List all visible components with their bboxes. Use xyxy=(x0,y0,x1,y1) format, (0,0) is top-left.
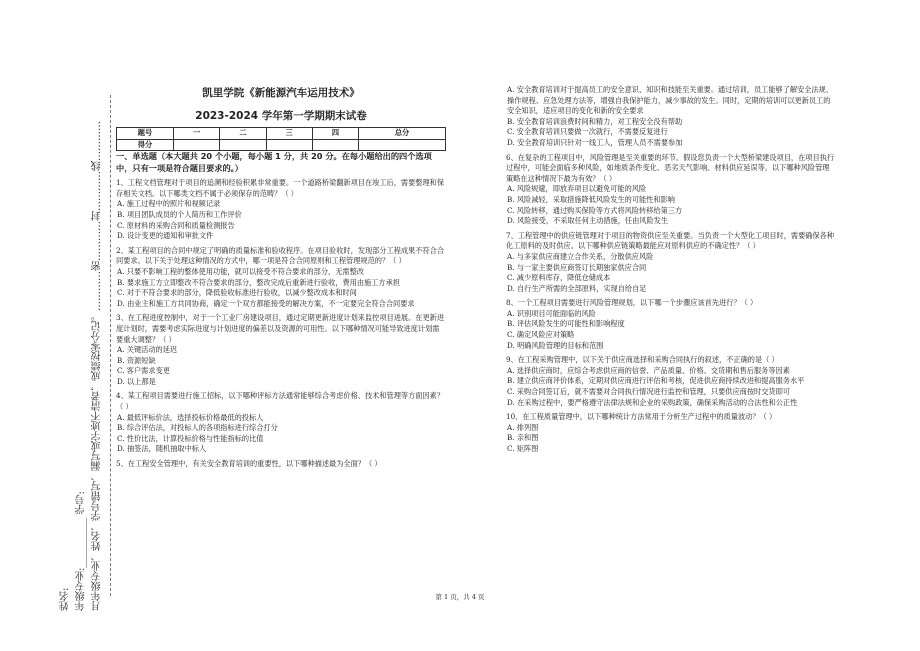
question xyxy=(506,231,834,295)
score-cell: 一 xyxy=(174,128,220,140)
question xyxy=(116,391,446,455)
answer-option: B. 资源短缺 xyxy=(117,355,156,365)
score-cell: 四 xyxy=(312,128,358,140)
answer-option: D. 以上都是 xyxy=(117,376,156,386)
score-cell xyxy=(359,139,446,151)
answer-option: B. 风险减轻，采取措施降低风险发生的可能性和影响 xyxy=(507,194,675,204)
answer-option: D. 抽签法，随机抽取中标人 xyxy=(117,444,207,454)
question xyxy=(116,459,446,470)
answer-option: D. 风险接受，不采取任何主动措施，任由风险发生 xyxy=(507,216,669,226)
question-stem: 2、某工程项目的合同中规定了明确的质量标准和验收程序。在项目验收时，发现部分工程成果不符合合同要求。以下关于处理这种情况的方式中，哪一项是符合合同原则和工程管理规范的？（ ） xyxy=(116,245,445,266)
page-number: 第 1 页，共 4 页 xyxy=(435,593,485,601)
answer-option: B. 安全教育培训浪费时间和精力，对工程安全没有帮助 xyxy=(507,116,683,126)
seal-line xyxy=(110,95,111,596)
answer-option: C. 风险转移，通过购买保险等方式将风险转移给第三方 xyxy=(507,205,683,215)
answer-option: B. 评估风险发生的可能性和影响程度 xyxy=(507,319,625,329)
question xyxy=(506,298,834,351)
right-column xyxy=(506,85,834,455)
term-title: 2023-2024 学年第一学期期末试卷 xyxy=(195,110,367,122)
score-cell: 得分 xyxy=(117,139,174,151)
answer-option: A. 最低评标价法，选择投标价格最低的投标人 xyxy=(117,412,264,422)
answer-option: B. 与一家主要供应商签订长期独家供应合同 xyxy=(507,262,647,272)
answer-option: B. 建立供应商评价体系，定期对供应商进行评估和考核，促进供应商持续改进和提高服务水平 xyxy=(507,376,805,386)
answer-option: D. 自行生产所需的全部原料，实现自给自足 xyxy=(507,283,647,293)
answer-option: B. 亲和图 xyxy=(507,433,539,443)
answer-option: C. 减少原料库存，降低仓储成本 xyxy=(507,273,611,283)
score-cell xyxy=(174,139,220,151)
answer-option: D. 安全教育培训只针对一线工人，管理人员不需要参加 xyxy=(507,137,683,147)
score-table xyxy=(116,127,446,151)
question-stem: 7、工程管理中的供应链管理对于项目的物资供应至关重要。当负责一个大型化工项目时，需要确保各种化工原料的及时供应。以下哪种供应链策略最能应对原料供应的不确定性？（ ） xyxy=(506,230,835,251)
answer-option: C. 安全教育培训只要做一次就行，不需要反复进行 xyxy=(507,127,668,137)
answer-option: C. 矩阵图 xyxy=(507,444,539,453)
answer-option: C. 性价比法，计算投标价格与性能指标的比值 xyxy=(117,433,264,443)
answer-option: A. 安全教育培训对于提高员工的安全意识、知识和技能至关重要。通过培训，员工能够了解安全法规、操作规程、应急处理方法等，增强自我保护能力，减少事故的发生。同时，定期的培训可以更新员工的安全知识，适应项目的变化和新的安全要求 xyxy=(507,85,834,116)
question xyxy=(116,313,446,387)
question xyxy=(116,246,446,310)
left-question-list xyxy=(116,178,446,469)
answer-option: A. 关键活动的延迟 xyxy=(117,345,178,355)
question xyxy=(506,355,834,408)
score-cell: 三 xyxy=(266,128,312,140)
left-column xyxy=(116,86,446,470)
answer-option: A. 识别项目可能面临的风险 xyxy=(507,308,596,318)
question-stem: 4、某工程项目需要进行施工招标，以下哪种评标方法通常能够综合考虑价格、技术和管理等方面因素？（ ） xyxy=(116,391,445,412)
right-question-list xyxy=(506,85,834,455)
question-stem: 6、在复杂的工程项目中，风险管理是至关重要的环节。假设您负责一个大型桥梁建设项目，在项目执行过程中，可能会面临多种风险，如地质条件变化、恶劣天气影响、材料供应延误等。以下哪种风险管理策略在这种情况下最为有效？（ ） xyxy=(506,152,835,183)
score-cell: 总分 xyxy=(359,128,446,140)
answer-option: B. 综合评估法，对投标人的各项指标进行综合打分 xyxy=(117,423,278,433)
question-stem: 1、工程文档管理对于项目的追溯和经验积累非常重要。一个道路桥梁翻新项目在竣工后，需要整理和保存相关文档。以下哪类文档不属于必须保存的范畴？（ ） xyxy=(116,178,445,198)
school-title: 凯里学院《新能源汽车运用技术》 xyxy=(202,87,360,99)
answer-option: A. 风险规避，即放弃项目以避免可能的风险 xyxy=(507,184,647,194)
answer-option: C. 采购合同签订后，就不需要对合同执行情况进行监控和管理，只要供应商按时交货即可 xyxy=(507,387,790,397)
answer-option: D. 在采购过程中，要严格遵守法律法规和企业的采购政策，确保采购活动的合法性和公正性 xyxy=(507,397,798,407)
answer-option: C. 确定风险应对策略 xyxy=(507,330,575,340)
margin-notice: 月年级专业、姓名、学号错写、漏写或字迹不清者，成绩按零分记。…………密…………封…………线………… xyxy=(92,121,103,611)
question-stem: 10、在工程质量管理中，以下哪种统计方法常用于分析生产过程中的质量波动？（ ） xyxy=(506,412,777,422)
answer-option: B. 项目团队成员的个人简历和工作评价 xyxy=(117,209,242,219)
section-heading: 一、单选题（本大题共 20 个小题，每小题 1 分，共 20 分。在每小题给出的四个选项中，只有一项是符合题目要求的。） xyxy=(116,151,432,173)
answer-option: D. 明确风险管理的目标和范围 xyxy=(507,340,604,350)
score-cell xyxy=(266,139,312,151)
question-stem: 8、一个工程项目需要进行风险管理规划，以下哪一个步骤应该首先进行？（ ） xyxy=(506,298,758,308)
score-cell: 题号 xyxy=(117,128,174,140)
answer-option: A. 选择供应商时，应综合考虑供应商的信誉、产品质量、价格、交货期和售后服务等因素 xyxy=(507,365,790,375)
question-stem: 9、在工程采购管理中，以下关于供应商选择和采购合同执行的叙述，不正确的是（ ） xyxy=(506,355,779,365)
margin-major-id-field: 年级专业:__________ 学号: xyxy=(76,491,87,611)
answer-option: C. 客户需求变更 xyxy=(117,366,170,376)
margin-name-field: 姓名: xyxy=(60,587,71,611)
question xyxy=(506,153,834,227)
answer-option: C. 对于不符合要求的部分，降低验收标准进行验收，以减少整改成本和时间 xyxy=(117,288,357,298)
answer-option: A. 施工过程中的照片和视频记录 xyxy=(117,199,221,209)
question xyxy=(506,85,834,149)
score-cell xyxy=(220,139,266,151)
question xyxy=(116,178,446,242)
answer-option: B. 要求施工方立即整改不符合要求的部分，整改完成后重新进行验收，费用由施工方承担 xyxy=(117,277,400,287)
score-cell: 二 xyxy=(220,128,266,140)
answer-option: A. 只要不影响工程的整体使用功能，就可以接受不符合要求的部分，无需整改 xyxy=(117,266,364,276)
question-stem: 3、在工程进度控制中，对于一个工业厂房建设项目，通过定期更新进度计划来监控项目进展。在更新进度计划时，需要考虑实际进度与计划进度的偏差以及资源的可用性。以下哪种情况可能导致进度计划需要重大调整？（ ） xyxy=(116,313,445,344)
answer-option: D. 由业主和施工方共同协商，确定一个双方都能接受的解决方案，不一定要完全符合合同要求 xyxy=(117,298,415,308)
answer-option: D. 设计变更的通知和审批文件 xyxy=(117,231,214,241)
answer-option: A. 与多家供应商建立合作关系，分散供应风险 xyxy=(507,251,654,261)
score-value-row xyxy=(117,139,446,151)
answer-option: C. 原材料的采购合同和质量检测报告 xyxy=(117,220,235,230)
score-cell xyxy=(312,139,358,151)
question-stem: 5、在工程安全管理中，有关安全教育培训的重要性，以下哪种描述最为全面？（ ） xyxy=(116,459,382,469)
answer-option: A. 排列图 xyxy=(507,422,539,432)
question xyxy=(506,412,834,454)
score-header-row xyxy=(117,128,446,140)
